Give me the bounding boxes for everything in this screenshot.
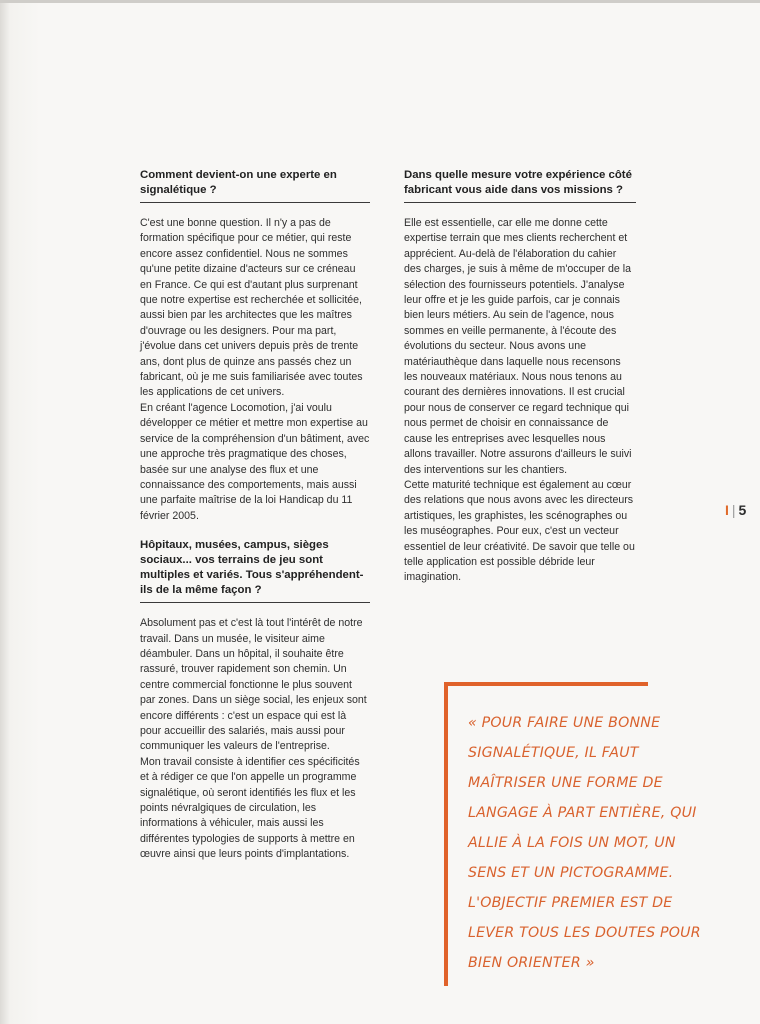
top-edge — [0, 0, 760, 3]
pull-quote: « POUR FAIRE UNE BONNE SIGNALÉTIQUE, IL FAUT MAÎTRISER UNE FORME DE LANGAGE À PART ENTIÈRE, QUI ALLIE À LA FOIS UN MOT, UN SENS ET UN PICTOGRAMME. L'OBJECTIF PREMIER EST DE LEVER TOUS LES DOUTES POUR BIEN ORIENTER » — [468, 715, 701, 971]
divider — [404, 202, 636, 203]
question-heading: Comment devient-on une experte en signalétique ? — [140, 169, 337, 196]
paragraph: Mon travail consiste à identifier ces spécificités et à rédiger ce que l'on appelle un programme signalétique, où seront identifiés les flux et les points névralgiques de circulation, les informations à véhiculer, mais aussi les différentes typologies de supports à mettre en œuvre ainsi que leurs points d'implantations. — [140, 755, 360, 861]
left-column — [140, 168, 370, 863]
paragraph: Absolument pas et c'est là tout l'intérêt de notre travail. Dans un musée, le visiteur aime déambuler. Dans un hôpital, il souhaite être rassuré, trouver rapidement son chemin. Un centre commercial fonctionne le plus souvent par zones. Dans un siège social, les enjeux sont encore différents : c'est un espace qui est là pour accueillir des salariés, mais aussi pour communiquer les valeurs de l'entreprise. — [140, 617, 367, 753]
question-heading: Dans quelle mesure votre expérience côté fabricant vous aide dans vos missions ? — [404, 169, 632, 196]
paragraph: C'est une bonne question. Il n'y a pas de formation spécifique pour ce métier, qui reste encore assez confidentiel. Nous ne sommes qu'une petite dizaine d'acteurs sur ce créneau en France. Ce qui est d'autant plus surprenant que notre expertise est recherchée et sollicitée, aussi bien par les architectes que les maîtres d'ouvrage ou les designers. Pour ma part, j'évolue dans cet univers depuis près de trente ans, dont plus de quinze ans passés chez un fabricant, où je me suis familiarisée avec toutes les applications de cet univers. — [140, 217, 363, 399]
divider — [140, 202, 370, 203]
paragraph: Elle est essentielle, car elle me donne cette expertise terrain que mes clients recherchent et apprécient. Au-delà de l'élaboration du cahier des charges, je suis à même de m'occuper de la sélection des fournisseurs potentiels. J'analyse leur offre et je les guide parfois, car je connais bien leurs métiers. Au sein de l'agence, nous sommes en veille permanente, à l'écoute des évolutions du secteur. Nous avons une matériauthèque dans laquelle nous recensons les nouveaux matériaux. Nous nous tenons au courant des dernières innovations. Il est crucial pour nous de conserver ce regard technique qui nous permet de choisir en connaissance de cause les entreprises avec lesquelles nous allons travailler. Notre assurons d'ailleurs le suivi des interventions sur les chantiers. — [404, 217, 632, 476]
page-number-mark: I — [725, 502, 729, 518]
page-number — [725, 502, 746, 518]
right-column — [404, 168, 636, 586]
page-number-value: 5 — [738, 502, 747, 518]
paragraph: En créant l'agence Locomotion, j'ai voulu développer ce métier et mettre mon expertise au service de la compréhension d'un bâtiment, avec une approche très pragmatique des choses, basée sur une analyse des flux et une connaissance des comportements, mais aussi une parfaite maîtrise de la loi Handicap du 11 février 2005. — [140, 401, 370, 522]
question-heading: Hôpitaux, musées, campus, sièges sociaux... vos terrains de jeu sont multiples et variés. Tous s'appréhendent-ils de la même façon ? — [140, 539, 364, 597]
divider — [140, 602, 370, 603]
page-number-separator: | — [731, 502, 736, 518]
paragraph: Cette maturité technique est également au cœur des relations que nous avons avec les directeurs artistiques, les graphistes, les scénographes ou les muséographes. Pour eux, c'est un vecteur essentiel de leur créativité. De savoir que telle ou telle application est possible débride leur imagination. — [404, 478, 635, 584]
